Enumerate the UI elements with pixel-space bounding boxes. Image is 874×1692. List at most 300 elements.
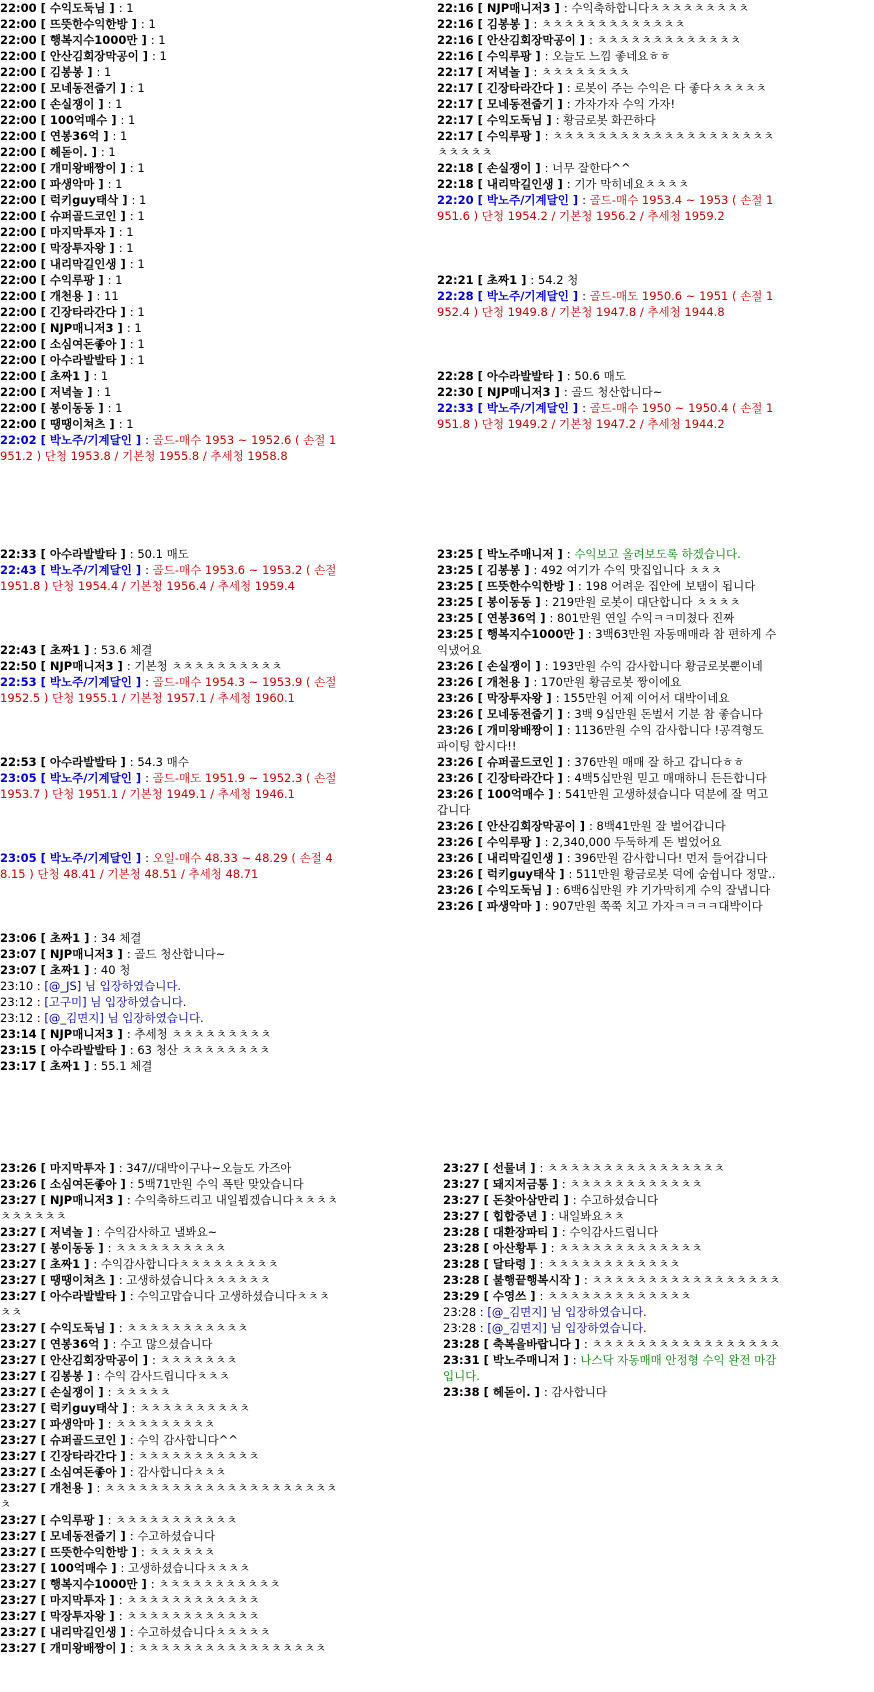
message-time: 23:27 [0, 1449, 41, 1463]
nick-bracket-open: [ [40, 1513, 50, 1527]
nick-bracket-close: ] [531, 659, 545, 673]
separator: : [555, 883, 564, 897]
nick-bracket-open: [ [40, 17, 50, 31]
message-time: 22:43 [0, 643, 41, 657]
message-time: 23:27 [0, 1593, 41, 1607]
nickname: NJP매니저3 [49, 321, 114, 335]
nickname: 힙합중년 [492, 1209, 538, 1223]
message-text: 34 체결 [100, 931, 142, 945]
nickname: NJP매니저3 [49, 1193, 114, 1207]
nickname: 축복을바랍니다 [492, 1337, 571, 1351]
message-time: 22:20 [437, 193, 478, 207]
chat-message [437, 690, 777, 706]
message-text: 55.1 체결 [100, 1059, 153, 1073]
nick-bracket-open: [ [40, 1593, 50, 1607]
nick-bracket-close: ] [553, 369, 567, 383]
separator: : [96, 289, 104, 303]
nickname: 박노주매니저 [492, 1353, 560, 1367]
message-text: 1 [137, 161, 145, 175]
chat-message [437, 834, 777, 850]
nick-bracket-open: [ [40, 177, 50, 191]
nick-bracket-close: ] [80, 369, 94, 383]
nickname: 막장투자왕 [49, 241, 106, 255]
chat-message [0, 1592, 340, 1608]
message-text: 511만원 황금로봇 덕에 숨쉽니다 정말.. [576, 867, 776, 881]
separator: : [539, 1257, 547, 1271]
chat-message [0, 1608, 340, 1624]
nick-bracket-close: ] [116, 755, 130, 769]
message-text: ㅊㅊㅊㅊㅊㅊㅊㅊㅊㅊㅊㅊ [126, 1609, 260, 1623]
message-text: 수익감사드립니다 [569, 1225, 659, 1239]
nickname: 막장투자왕 [486, 691, 543, 705]
nickname: 내리막길인생 [49, 1625, 117, 1639]
chat-message [443, 1160, 783, 1176]
nickname: 개미왕배짱이 [49, 1641, 117, 1655]
chat-message [0, 674, 340, 706]
chat-message [0, 1240, 340, 1256]
separator: : [129, 755, 138, 769]
nick-bracket-open: [ [40, 1337, 50, 1351]
message-time: 22:00 [0, 81, 41, 95]
chat-message [0, 1384, 340, 1400]
message-time: 23:27 [0, 1401, 41, 1415]
nickname: 저녁놀 [486, 65, 521, 79]
message-text: ㅊㅊㅊㅊㅊㅊㅊㅊㅊㅊㅊㅊㅊ [596, 33, 741, 47]
nickname: 뜨뜻한수익한방 [49, 1545, 128, 1559]
separator: : [563, 1, 572, 15]
nick-bracket-close: ] [564, 579, 578, 593]
nickname: 긴장타라간다 [486, 81, 554, 95]
nick-bracket-open: [ [483, 1289, 493, 1303]
message-text: 골드-매수 1953 ~ 1952.6 ( 손절 1951.2 ) 단청 1953.8 / 기본청 1955.8 / 추세청 1958.8 [0, 433, 337, 463]
nickname: 막장투자왕 [49, 1609, 106, 1623]
nick-bracket-open: [ [40, 1545, 50, 1559]
separator: : [566, 771, 575, 785]
chat-message [0, 930, 340, 946]
nick-bracket-close: ] [105, 1593, 119, 1607]
chat-message [0, 946, 340, 962]
nick-bracket-open: [ [40, 1043, 50, 1057]
nick-bracket-close: ] [550, 385, 564, 399]
nick-bracket-close: ] [131, 675, 146, 689]
message-time: 23:27 [0, 1337, 41, 1351]
message-time: 22:17 [437, 129, 478, 143]
chat-message [0, 80, 340, 96]
chat-message [437, 48, 777, 64]
message-text: 907만원 쭉쭉 치고 가자ㅋㅋㅋㅋ대박이다 [552, 899, 763, 913]
nick-bracket-open: [ [477, 627, 487, 641]
nick-bracket-close: ] [105, 1273, 119, 1287]
chat-message [0, 642, 340, 658]
nick-bracket-close: ] [80, 1059, 94, 1073]
nickname: 슈퍼골드코인 [486, 755, 554, 769]
nick-bracket-close: ] [116, 257, 130, 271]
nick-bracket-close: ] [575, 33, 590, 47]
separator: : [118, 1593, 127, 1607]
message-text: 수익보고 올려보도록 하겠습니다. [574, 547, 741, 561]
nick-bracket-open: [ [40, 1529, 50, 1543]
message-time: 22:43 [0, 563, 41, 577]
nick-bracket-close: ] [559, 1353, 573, 1367]
chat-message [437, 96, 777, 112]
message-time: 23:28 : [443, 1305, 488, 1319]
message-time: 23:31 [443, 1353, 484, 1367]
separator: : [582, 289, 590, 303]
chat-message [0, 1560, 340, 1576]
separator: : [563, 385, 572, 399]
message-text: 수익 감사합니다^^ [137, 1433, 239, 1447]
nick-bracket-open: [ [40, 1577, 50, 1591]
nickname: 아수라발발타 [49, 353, 117, 367]
message-time: 23:26 [437, 659, 478, 673]
separator: : [129, 209, 138, 223]
message-time: 23:27 [0, 1369, 41, 1383]
system-message [0, 1010, 340, 1026]
separator: : [118, 1273, 127, 1287]
chat-message [437, 368, 777, 384]
separator: : [145, 675, 153, 689]
chat-message [0, 48, 340, 64]
message-time: 22:00 [0, 225, 41, 239]
separator: : [544, 49, 553, 63]
message-text: 1 [115, 401, 123, 415]
separator: : [129, 353, 138, 367]
message-text: ㅊㅊㅊㅊㅊㅊㅊㅊㅊㅊㅊㅊㅊㅊㅊㅊㅊ [591, 1273, 781, 1287]
spacer [437, 320, 777, 368]
message-text: 나스닥 자동매매 안정형 수익 완전 마감입니다. [443, 1353, 777, 1383]
message-time: 23:05 [0, 851, 41, 865]
nick-bracket-open: [ [477, 883, 487, 897]
chat-message [437, 626, 777, 658]
separator: : [555, 691, 564, 705]
chat-message [0, 1400, 340, 1416]
message-text: 3백 9십만원 돈벌서 기분 참 좋습니다 [574, 707, 763, 721]
separator: : [566, 177, 575, 191]
message-time: 23:38 [443, 1385, 484, 1399]
message-time: 22:16 [437, 33, 478, 47]
message-time: 22:17 [437, 65, 478, 79]
separator: : [150, 33, 159, 47]
message-time: 23:27 [0, 1417, 41, 1431]
separator: : [126, 659, 135, 673]
message-text: 수고 많으셨습니다 [120, 1337, 213, 1351]
chat-message [0, 1288, 340, 1320]
nickname: 아산황투 [492, 1241, 538, 1255]
chat-message [443, 1192, 783, 1208]
nickname: 안산김회장막공이 [49, 1353, 139, 1367]
nick-bracket-open: [ [40, 33, 50, 47]
nickname: 달타령 [492, 1257, 527, 1271]
chat-message [0, 272, 340, 288]
nickname: 박노주/기계달인 [49, 851, 132, 865]
nickname: 파생악마 [49, 177, 95, 191]
separator: : [129, 1177, 138, 1191]
message-text: 고생하셨습니다ㅊㅊㅊㅊ [128, 1561, 251, 1575]
nick-bracket-open: [ [40, 289, 50, 303]
nickname: 초짜1 [49, 1059, 81, 1073]
message-text: 가자가자 수익 가자! [574, 97, 676, 111]
nickname: 파생악마 [49, 1417, 95, 1431]
nickname: 손실쟁이 [49, 97, 95, 111]
nickname: 모네동전줍기 [486, 97, 554, 111]
separator: : [129, 1433, 138, 1447]
message-text: 492 여기가 수익 맛집입니다 ㅊㅊㅊ [541, 563, 722, 577]
message-time: 23:27 [0, 1561, 41, 1575]
chat-message [437, 192, 777, 224]
nick-bracket-open: [ [477, 899, 487, 913]
message-time: 22:53 [0, 755, 41, 769]
spacer [0, 594, 340, 642]
message-time: 23:28 [443, 1337, 484, 1351]
message-time: 23:27 [0, 1433, 41, 1447]
nick-bracket-open: [ [40, 417, 50, 431]
chat-message [0, 176, 340, 192]
message-text: 수고하셨습니다 [137, 1529, 216, 1543]
message-text: 193만원 수익 감사합니다 황금로봇뿐이네 [552, 659, 763, 673]
nick-bracket-close: ] [116, 161, 130, 175]
message-time: 22:00 [0, 49, 41, 63]
message-time: 23:26 [437, 851, 478, 865]
separator: : [566, 851, 575, 865]
nick-bracket-close: ] [105, 1321, 119, 1335]
nick-bracket-close: ] [99, 1337, 113, 1351]
nick-bracket-close: ] [116, 1433, 130, 1447]
chat-panel-4 [437, 546, 777, 914]
nick-bracket-close: ] [116, 547, 130, 561]
message-time: 23:26 [437, 819, 478, 833]
nickname: 개천용 [49, 289, 84, 303]
nick-bracket-close: ] [94, 1417, 108, 1431]
separator: : [93, 963, 101, 977]
separator: : [589, 33, 597, 47]
nick-bracket-open: [ [40, 1625, 50, 1639]
message-text: 801만원 연일 수익ㅋㅋ미쳤다 진짜 [557, 611, 735, 625]
message-text: ㅊㅊㅊㅊㅊㅊㅊㅊㅊㅊㅊㅊㅊㅊㅊㅊㅊ [591, 1337, 781, 1351]
message-time: 23:12 : [0, 1011, 45, 1025]
separator: : [93, 643, 101, 657]
chat-message [443, 1288, 783, 1304]
nickname: 안산김회장막공이 [486, 819, 576, 833]
message-text: 골드 청산합니다~ [134, 947, 226, 961]
nick-bracket-open: [ [483, 1257, 493, 1271]
message-time: 22:28 [437, 369, 478, 383]
chat-message [0, 256, 340, 272]
nick-bracket-open: [ [483, 1225, 493, 1239]
separator: : [120, 1561, 129, 1575]
message-text: ㅊㅊㅊㅊㅊㅊㅊㅊㅊㅊㅊㅊㅊㅊㅊㅊㅊㅊㅊㅊㅊㅊㅊㅊㅊ [437, 129, 775, 159]
message-text: 1 [120, 129, 128, 143]
separator: : [129, 1641, 138, 1655]
nick-bracket-close: ] [531, 49, 545, 63]
nickname: 럭키guy태삭 [49, 1401, 119, 1415]
message-time: 22:16 [437, 17, 478, 31]
message-text: 1 [100, 369, 109, 383]
nickname: 저녁놀 [49, 385, 84, 399]
separator: : [129, 1465, 138, 1479]
nick-bracket-close: ] [568, 401, 583, 415]
separator: : [566, 547, 575, 561]
nick-bracket-open: [ [40, 643, 50, 657]
chat-message [437, 866, 777, 882]
separator: : [96, 385, 104, 399]
message-time: 23:28 [443, 1257, 484, 1271]
nick-bracket-open: [ [40, 1257, 50, 1271]
separator: : [145, 563, 153, 577]
chat-message [437, 32, 777, 48]
separator: : [539, 1289, 547, 1303]
message-time: 22:28 [437, 289, 478, 303]
separator: : [568, 867, 577, 881]
nick-bracket-open: [ [483, 1209, 493, 1223]
nickname: 개천용 [486, 675, 521, 689]
separator: : [543, 1385, 552, 1399]
message-text: ㅊㅊㅊㅊㅊㅊㅊㅊㅊㅊㅊㅊㅊ [558, 1241, 703, 1255]
message-time: 23:25 [437, 547, 478, 561]
spacer [0, 882, 340, 930]
chat-message [0, 1432, 340, 1448]
spacer [0, 706, 340, 754]
message-time: 22:33 [437, 401, 478, 415]
nick-bracket-open: [ [477, 819, 487, 833]
chat-message [0, 16, 340, 32]
nickname: 박노주/기계달인 [486, 289, 569, 303]
separator: : [126, 947, 135, 961]
nick-bracket-open: [ [40, 1561, 50, 1575]
nickname: 박노주/기계달인 [49, 563, 132, 577]
system-message [0, 994, 340, 1010]
nick-bracket-open: [ [40, 1609, 50, 1623]
nick-bracket-open: [ [40, 241, 50, 255]
chat-message [437, 882, 777, 898]
message-text: ㅊㅊㅊㅊㅊㅊ [148, 1545, 216, 1559]
message-text: ㅊㅊㅊㅊㅊㅊㅊㅊㅊㅊㅊㅊㅊㅊㅊㅊ [547, 1161, 725, 1175]
separator: : [533, 675, 541, 689]
nick-bracket-open: [ [40, 547, 50, 561]
nick-bracket-open: [ [40, 755, 50, 769]
message-time: 22:50 [0, 659, 41, 673]
message-time: 22:00 [0, 257, 41, 271]
message-text: ㅊㅊㅊㅊㅊㅊㅊ [159, 1353, 238, 1367]
nick-bracket-open: [ [40, 1433, 50, 1447]
separator: : [118, 241, 127, 255]
separator: : [145, 771, 153, 785]
message-time: 23:27 [0, 1513, 41, 1527]
nickname: 아수라발발타 [49, 1289, 117, 1303]
nick-bracket-open: [ [40, 1273, 50, 1287]
separator: : [129, 547, 138, 561]
message-text: 골드-매수 1953.6 ~ 1953.2 ( 손절 1951.8 ) 단청 1954.4 / 기본청 1956.4 / 추세청 1959.4 [0, 563, 337, 593]
nickname: 손실쟁이 [486, 659, 532, 673]
message-time: 22:02 [0, 433, 41, 447]
nick-bracket-close: ] [116, 1529, 130, 1543]
message-text: ㅊㅊㅊㅊㅊㅊㅊㅊㅊㅊㅊㅊ [569, 1177, 703, 1191]
nick-bracket-open: [ [483, 1353, 493, 1367]
nick-bracket-open: [ [477, 49, 487, 63]
message-time: 22:00 [0, 337, 41, 351]
separator: : [129, 161, 138, 175]
nick-bracket-open: [ [483, 1385, 493, 1399]
nickname: NJP매니저3 [49, 1027, 114, 1041]
message-text: 1 [159, 49, 167, 63]
chat-message [0, 658, 340, 674]
nick-bracket-open: [ [40, 433, 50, 447]
nickname: 파생악마 [486, 899, 532, 913]
nick-bracket-close: ] [116, 1043, 130, 1057]
nickname: 수익도둑님 [49, 1321, 106, 1335]
nick-bracket-close: ] [116, 81, 130, 95]
message-text: 1 [137, 257, 145, 271]
nickname: 수익도둑님 [486, 883, 543, 897]
message-time: 23:27 [0, 1289, 41, 1303]
nickname: 초짜1 [49, 1257, 81, 1271]
nick-bracket-close: ] [94, 1513, 108, 1527]
nickname: 땡땡이쳐츠 [49, 1273, 106, 1287]
nick-bracket-open: [ [40, 1465, 50, 1479]
separator: : [583, 1273, 592, 1287]
chat-message [0, 1256, 340, 1272]
message-time: 22:00 [0, 33, 41, 47]
message-time: 22:17 [437, 113, 478, 127]
nick-bracket-close: ] [138, 49, 153, 63]
message-time: 23:26 [437, 899, 478, 913]
chat-message [0, 240, 340, 256]
message-time: 23:27 [0, 1225, 41, 1239]
nick-bracket-close: ] [542, 113, 556, 127]
message-time: 22:00 [0, 177, 41, 191]
message-text: 11 [104, 289, 119, 303]
message-time: 23:07 [0, 963, 41, 977]
separator: : [112, 1337, 121, 1351]
nickname: 모네동전줍기 [49, 81, 117, 95]
nick-bracket-open: [ [40, 1385, 50, 1399]
chat-message [0, 336, 340, 352]
nick-bracket-open: [ [483, 1161, 493, 1175]
message-text: 4백5십만원 믿고 매매하니 든든합니다 [574, 771, 767, 785]
nick-bracket-open: [ [40, 385, 50, 399]
separator: : [96, 1481, 104, 1495]
nick-bracket-open: [ [40, 273, 50, 287]
message-time: 23:26 [437, 867, 478, 881]
nick-bracket-open: [ [40, 1241, 50, 1255]
nickname: 아수라발발타 [49, 755, 117, 769]
nickname: NJP매니저3 [49, 659, 114, 673]
separator: : [566, 707, 575, 721]
nickname: 마지막투자 [49, 1161, 106, 1175]
message-text: ㅊㅊㅊㅊㅊㅊㅊㅊㅊㅊㅊㅊㅊㅊㅊㅊㅊㅊㅊㅊㅊㅊ [0, 1481, 338, 1511]
message-time: 23:26 [437, 691, 478, 705]
nickname: 안산김회장막공이 [486, 33, 576, 47]
nick-bracket-close: ] [531, 129, 545, 143]
message-text: 골드-매도 1950.6 ~ 1951 ( 손절 1952.4 ) 단청 1949.8 / 기본청 1947.8 / 추세청 1944.8 [437, 289, 774, 319]
nick-bracket-open: [ [477, 707, 487, 721]
nick-bracket-close: ] [548, 1177, 562, 1191]
chat-message [0, 1368, 340, 1384]
nick-bracket-close: ] [105, 417, 119, 431]
message-text: ㅊㅊㅊㅊㅊㅊㅊㅊㅊㅊ [139, 1401, 251, 1415]
message-text: ㅊㅊㅊㅊㅊㅊㅊㅊㅊㅊㅊㅊㅊㅊㅊㅊㅊ [137, 1641, 327, 1655]
chat-message [437, 80, 777, 96]
nickname: 행복지수1000만 [486, 627, 575, 641]
chat-message [0, 128, 340, 144]
message-text: 6백6십만원 캬 기가막히게 수익 잘냅니다 [563, 883, 771, 897]
chat-message [437, 288, 777, 320]
nick-bracket-close: ] [99, 129, 113, 143]
message-time: 22:00 [0, 1, 41, 15]
separator: : [561, 1225, 570, 1239]
message-text: 1 [134, 321, 142, 335]
message-text: 수익축하드리고 내일뵙겠습니다ㅊㅊㅊㅊㅊㅊㅊㅊㅊㅊ [0, 1193, 338, 1223]
separator: : [107, 97, 116, 111]
